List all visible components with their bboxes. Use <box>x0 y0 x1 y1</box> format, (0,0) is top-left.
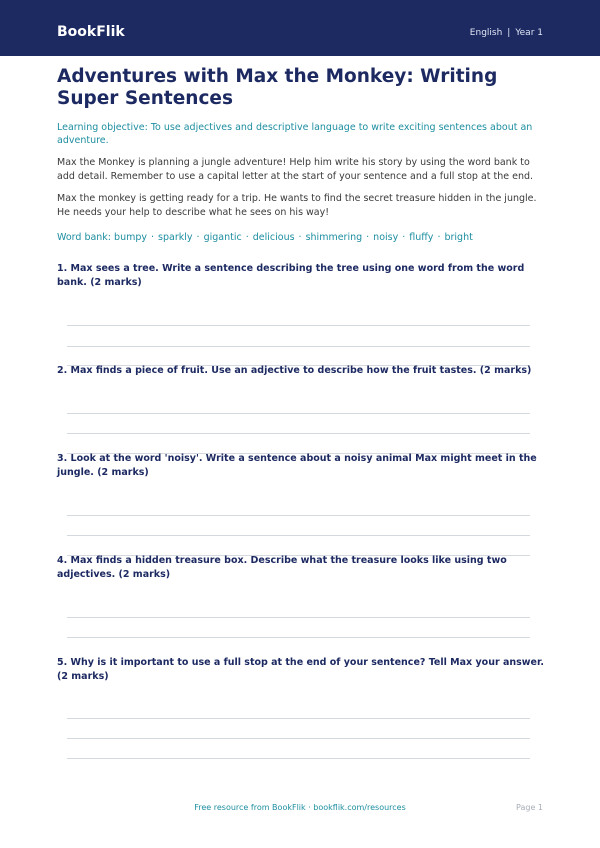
intro-paragraph-2: Max the monkey is getting ready for a trip. He wants to find the secret treasure hidden in the jungle. He needs your help to describe what he sees on his way! <box>57 193 537 218</box>
footer-credit: Free resource from BookFlik · bookflik.com/resources <box>194 803 406 812</box>
question-4: 4. Max finds a hidden treasure box. Describe what the treasure looks like using two adjectives. (2 marks) <box>57 555 507 580</box>
question-3: 3. Look at the word 'noisy'. Write a sentence about a noisy animal Max might meet in the jungle. (2 marks) <box>57 453 537 478</box>
word-bank: Word bank: bumpy · sparkly · gigantic · delicious · shimmering · noisy · fluffy · bright <box>57 232 473 243</box>
answer-line[interactable] <box>67 718 530 719</box>
answer-line[interactable] <box>67 617 530 618</box>
word-bank-word: gigantic <box>203 232 242 243</box>
subject-label: English <box>469 28 503 38</box>
question-5: 5. Why is it important to use a full stop at the end of your sentence? Tell Max your answer. (2 marks) <box>57 657 544 682</box>
answer-line[interactable] <box>67 413 530 414</box>
answer-line[interactable] <box>67 535 530 536</box>
subject-year: English | Year 1 <box>469 28 543 38</box>
answer-line[interactable] <box>67 515 530 516</box>
answer-line[interactable] <box>67 758 530 759</box>
intro-paragraph-1: Max the Monkey is planning a jungle adventure! Help him write his story by using the word bank to add detail. Remember to use a capital letter at the start of your sentence and a full stop at the end. <box>57 157 534 182</box>
page-title: Adventures with Max the Monkey: Writing Super Sentences <box>57 66 498 109</box>
word-bank-word: bumpy <box>114 232 148 243</box>
word-bank-word: sparkly <box>158 232 193 243</box>
word-bank-word: shimmering <box>305 232 363 243</box>
answer-line[interactable] <box>67 346 530 347</box>
answer-line[interactable] <box>67 433 530 434</box>
learning-objective: Learning objective: To use adjectives and descriptive language to write exciting sentences about an adventure. <box>57 122 533 146</box>
word-bank-word: fluffy <box>409 232 434 243</box>
word-bank-word: noisy <box>373 232 399 243</box>
year-label: Year 1 <box>515 28 543 38</box>
word-bank-label: Word bank: <box>57 232 112 243</box>
question-2: 2. Max finds a piece of fruit. Use an adjective to describe how the fruit tastes. (2 marks) <box>57 365 532 376</box>
answer-line[interactable] <box>67 325 530 326</box>
answer-line[interactable] <box>67 738 530 739</box>
page-number: Page 1 <box>516 803 543 812</box>
brand-logo: BookFlik <box>57 24 125 40</box>
header-bar <box>0 0 600 56</box>
answer-line[interactable] <box>67 637 530 638</box>
question-1: 1. Max sees a tree. Write a sentence describing the tree using one word from the word bank. (2 marks) <box>57 263 525 288</box>
word-bank-word: bright <box>444 232 473 243</box>
word-bank-word: delicious <box>252 232 295 243</box>
